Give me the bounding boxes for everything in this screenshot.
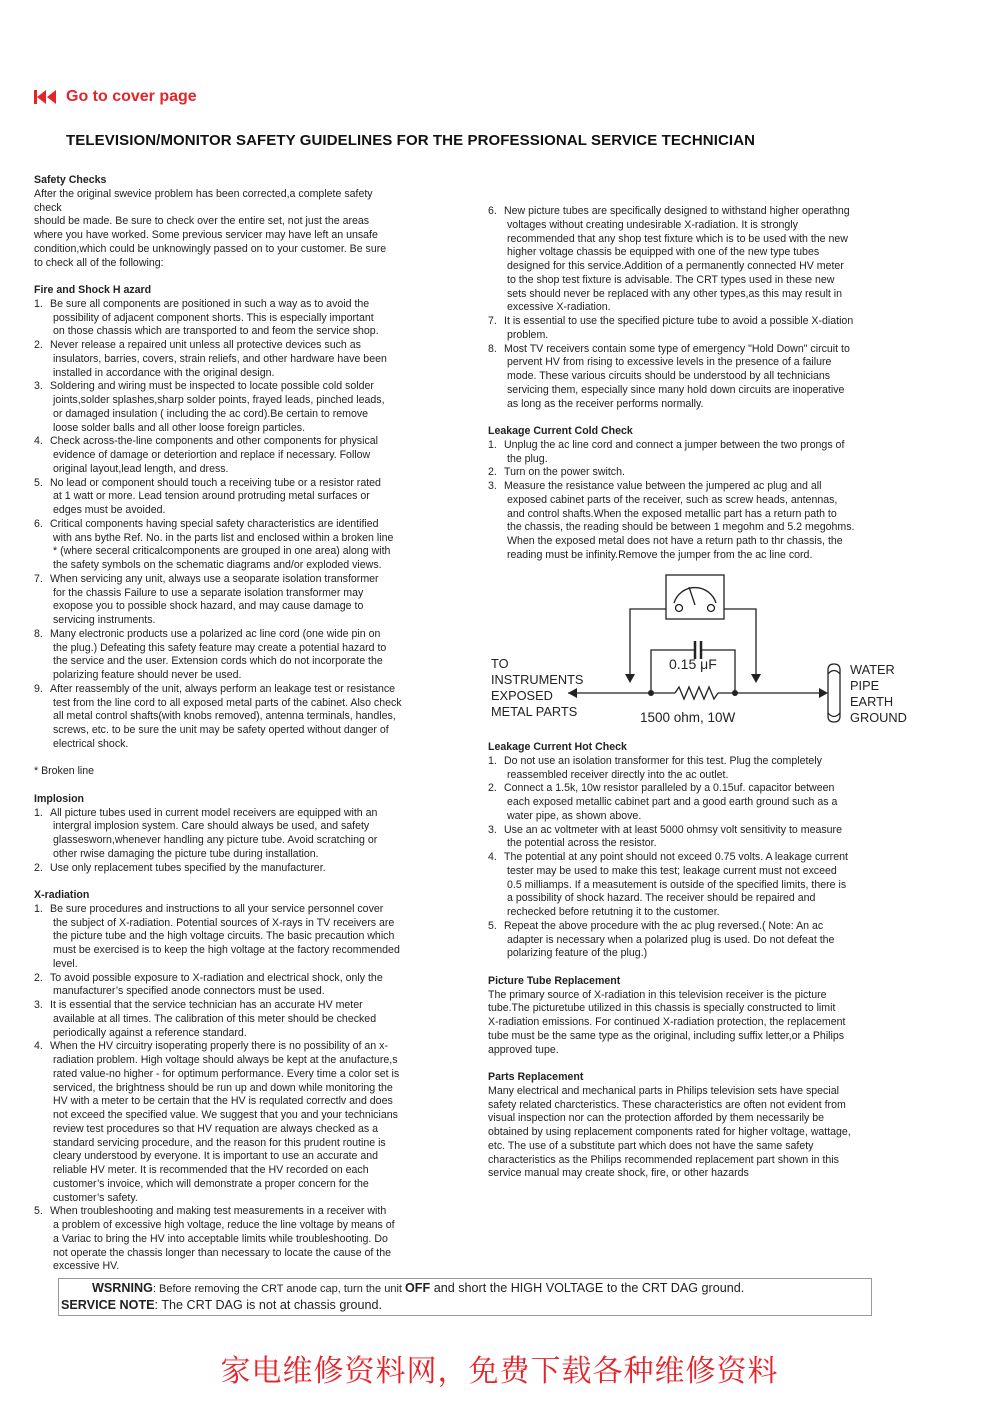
list-item-line: available at all times. The calibration of this meter should be checked: [53, 1012, 377, 1025]
fire-shock-heading: Fire and Shock H azard: [34, 284, 152, 296]
list-item-line: excessive X-radiation.: [507, 301, 611, 314]
list-item: [488, 851, 918, 920]
list-item-number: 7.: [488, 315, 497, 327]
list-item: [34, 380, 464, 435]
list-item-line: Be sure procedures and instructions to all your service personnel cover: [50, 902, 384, 915]
list-item-line: test from the line cord to all exposed metal parts of the cabinet. Also check: [53, 696, 402, 709]
list-item-line: adapter is necessary when a polarized plug is used. Do not defeat the: [507, 933, 835, 946]
text-line: tube.The picturetube utilized in this chassis is specially constructed to limit: [488, 1002, 836, 1015]
hot-check-heading: Leakage Current Hot Check: [488, 741, 627, 753]
list-item-number: 3.: [488, 823, 497, 836]
warning-box: [58, 1278, 872, 1316]
to-instruments-label: [491, 656, 583, 720]
list-item-line: reassembled receiver directly into the ac outlet.: [507, 768, 729, 781]
resistor-label: 1500 ohm, 10W: [640, 710, 736, 725]
text-line: EARTH: [850, 694, 894, 709]
list-item-line: manufacturer’s specified anode connectors must be used.: [53, 985, 325, 998]
list-item: [34, 972, 464, 1000]
list-item: [488, 439, 918, 467]
text-line: After the original swevice problem has been corrected,a complete safety: [34, 187, 373, 200]
list-item-line: exposed cabinet parts of the receiver, such as screw heads, antennas,: [507, 493, 838, 506]
list-item-line: rechecked before retutning it to the customer.: [507, 906, 720, 918]
list-item-line: edges must be avoided.: [53, 504, 166, 516]
text-line: TO: [491, 656, 509, 671]
service-note-label: SERVICE NOTE: [61, 1297, 155, 1312]
page-title: TELEVISION/MONITOR SAFETY GUIDELINES FOR THE PROFESSIONAL SERVICE TECHNICIAN: [66, 132, 756, 149]
list-item-line: a possibility of shock hazard. The receiver should be repaired and: [507, 892, 816, 905]
text-line: approved tupe.: [488, 1043, 559, 1056]
list-item-line: Never release a repaired unit unless all protective devices such as: [50, 339, 361, 351]
text-line: characteristics as the Philips recommended replacement part shown in this: [488, 1153, 839, 1166]
list-item-line: When troubleshooting and making test measurements in a receiver with: [50, 1205, 387, 1218]
water-pipe-label: [850, 662, 907, 726]
list-item-line: New picture tubes are specifically designed to withstand higher operathng: [504, 205, 850, 217]
list-item-line: original layout,lead length, and dress.: [53, 462, 229, 475]
list-item-line: Do not use an isolation transformer for this test. Plug the completely: [504, 754, 822, 767]
list-item: [34, 477, 464, 518]
parts-replacement-heading: Parts Replacement: [488, 1071, 584, 1083]
text-line: service manual may create shock, fire, or other hazards: [488, 1167, 749, 1180]
list-item-number: 9.: [34, 682, 43, 695]
list-item-line: polarizing feature of the plug.): [507, 947, 648, 960]
list-item-line: To avoid possible exposure to X-radiation and electrical shock, only the: [50, 971, 383, 984]
list-item-line: When the exposed metal does not have a return path to thr chassis, the: [507, 535, 843, 547]
list-item-number: 3.: [34, 380, 43, 393]
safety-checks-text: [34, 188, 464, 271]
list-item: [34, 862, 464, 876]
list-item-line: as long as the receiver performs normally.: [507, 397, 704, 410]
text-line: INSTRUMENTS: [491, 672, 584, 687]
service-note-line: [61, 1298, 871, 1314]
resistor-symbol: [675, 687, 718, 699]
list-item-line: the service and the user. Extension cords which do not incorporate the: [53, 655, 383, 668]
list-item-line: electrical shock.: [53, 737, 129, 750]
list-item-line: the subject of X-radiation. Potential sources of X-rays in TV receivers are: [53, 916, 395, 929]
list-item: [34, 518, 464, 573]
list-item-line: and control shafts.When the exposed metallic part has a return path to: [507, 507, 837, 520]
text-line: tube must be the same type as the original, including suffix letter,or a Philips: [488, 1029, 845, 1042]
list-item-line: reliable HV meter. It is recommended that the HV recorded on each: [53, 1164, 369, 1176]
list-item: [488, 920, 918, 961]
text-line: to check all of the following:: [34, 256, 164, 269]
arrow-left: [625, 674, 635, 683]
list-item: [488, 466, 918, 480]
list-item-line: The potential at any point should not exceed 0.75 volts. A leakage current: [504, 851, 848, 863]
list-item-line: sets should never be replaced with any other types,as this may result in: [507, 287, 843, 300]
list-item-line: or damaged insulation ( including the ac cord).Be certain to remove: [53, 407, 369, 420]
parts-replacement-text: [488, 1085, 918, 1181]
list-item-number: 1.: [34, 806, 43, 819]
right-column-top: [488, 205, 918, 563]
text-line: condition,which could be unknowingly passed on to your customer. Be sure: [34, 242, 387, 255]
list-item: [488, 824, 918, 852]
list-item-number: 2.: [34, 339, 43, 351]
text-line: visual inspection nor can the protection afforded by them necessarily be: [488, 1112, 825, 1125]
picture-tube-heading: Picture Tube Replacement: [488, 974, 621, 987]
list-item-line: installed in accordance with the original design.: [53, 366, 275, 379]
list-item-line: After reassembly of the unit, always perform an leakage test or resistance: [50, 682, 396, 695]
arrow-ground: [819, 688, 828, 698]
warning-label: WSRNING: [92, 1281, 153, 1295]
text-line: The primary source of X-radiation in this television receiver is the picture: [488, 988, 827, 1001]
xradiation-list: [34, 903, 464, 1274]
warning-text: : Before removing the CRT anode cap, turn the unit: [152, 1283, 406, 1295]
list-item: [34, 1040, 464, 1205]
fire-shock-list: [34, 298, 464, 752]
list-item-line: It is essential to use the specified picture tube to avoid a possible X-diation: [504, 315, 854, 327]
list-item-line: cleary understood by everyone. It is important to use an accurate and: [53, 1150, 379, 1163]
list-item-number: 4.: [34, 435, 43, 448]
list-item-number: 8.: [34, 627, 43, 640]
list-item-number: 5.: [34, 1205, 43, 1218]
text-line: where you have worked. Some previous servicer may have left an unsafe: [34, 229, 378, 241]
list-item-line: * (where seceral criticalcomponents are grouped in one area) along with: [53, 545, 391, 558]
list-item-number: 2.: [488, 466, 497, 479]
implosion-list: [34, 807, 464, 876]
list-item: [34, 999, 464, 1040]
list-item-line: Most TV receivers contain some type of emergency "Hold Down" circuit to: [504, 342, 850, 355]
list-item: [34, 298, 464, 339]
list-item-line: at 1 watt or more. Lead tension around protruding metal surfaces or: [53, 490, 370, 503]
list-item: [34, 573, 464, 628]
safety-checks-heading: Safety Checks: [34, 174, 107, 186]
junction-dot-right: [732, 690, 738, 696]
list-item-line: a problem of excessive high voltage, reduce the line voltage by means of: [53, 1219, 395, 1231]
list-item-line: tester may be used to make this test; leakage current must not exceed: [507, 864, 837, 877]
text-line: etc. The use of a substitute part which does not have the same safety: [488, 1139, 814, 1152]
list-item-line: serviced, the brightness should be run up and down while monitoring the: [53, 1081, 393, 1094]
list-item-line: When servicing any unit, always use a seoparate isolation transformer: [50, 572, 379, 585]
list-item-line: a Variac to bring the HV into acceptable limits while troubleshooting. Do: [53, 1232, 388, 1245]
warning-text-end: and short the HIGH VOLTAGE to the CRT DAG ground.: [430, 1281, 745, 1295]
cold-check-list: [488, 439, 918, 563]
list-item-number: 1.: [488, 754, 497, 767]
warning-off: OFF: [405, 1281, 431, 1295]
list-item-line: the picture tube and the high voltage circuits. The basic precaution which: [53, 930, 395, 943]
list-item-line: for the chassis Failure to use a separate isolation transformer may: [53, 586, 364, 599]
list-item-number: 3.: [488, 480, 497, 492]
leakage-test-diagram: [488, 570, 918, 735]
list-item-line: with ans bythe Ref. No. in the parts list and enclosed within a broken line: [53, 531, 394, 544]
list-item: [488, 315, 918, 343]
list-item: [488, 755, 918, 783]
list-item-line: joints,solder splashes,sharp solder points, frayed leads, pinched leads,: [53, 394, 385, 406]
list-item-number: 1.: [488, 438, 497, 451]
list-item-line: insulators, barries, covers, strain reliefs, and other hardware have been: [53, 352, 387, 365]
list-item-line: Repeat the above procedure with the ac plug reversed.( Note: An ac: [504, 919, 824, 932]
list-item-number: 4.: [34, 1040, 43, 1053]
list-item: [488, 480, 918, 563]
text-line: should be made. Be sure to check over the entire set, not just the areas: [34, 215, 370, 228]
list-item-line: pervent HV from rising to excessive levels in the presence of a failure: [507, 356, 832, 369]
voltmeter-symbol: [666, 575, 724, 619]
text-line: obtained by using replacement components rated for higher voltage, wattage,: [488, 1126, 851, 1138]
list-item-line: water pipe, as shown above.: [507, 809, 642, 822]
xradiation-continued-list: [488, 205, 918, 411]
list-item-line: must be exercised is to keep the high voltage at the factory recommended: [53, 944, 400, 956]
list-item-line: Critical components having special safety characteristics are identified: [50, 517, 379, 530]
list-item-line: All picture tubes used in current model receivers are equipped with an: [50, 806, 378, 819]
list-item-line: level.: [53, 957, 78, 970]
list-item-line: No lead or component should touch a receiving tube or a resistor rated: [50, 476, 381, 489]
list-item-number: 3.: [34, 999, 43, 1011]
go-to-cover-link[interactable]: [34, 88, 197, 106]
list-item-line: intergral implosion system. Care should always be used, and safety: [53, 820, 370, 833]
list-item-line: not exceed the specified value. We suggest that you and your technicians: [53, 1109, 398, 1121]
list-item-line: servicing them, especially since many hold down circuits are inoperative: [507, 383, 845, 396]
list-item-number: 6.: [34, 517, 43, 530]
list-item-line: designed for this service.Addition of a permanently connected HV meter: [507, 260, 844, 272]
list-item-number: 1.: [34, 902, 43, 915]
list-item-line: Measure the resistance value between the jumpered ac plug and all: [504, 480, 822, 492]
list-item-line: polarizing feature should never be used.: [53, 669, 242, 681]
capacitor-label: 0.15 μF: [669, 656, 717, 672]
list-item-line: periodically against a reference standard.: [53, 1026, 247, 1039]
text-line: Many electrical and mechanical parts in Philips television sets have special: [488, 1084, 839, 1097]
picture-tube-text: [488, 989, 918, 1058]
text-line: safety related charcteristics. These characteristics are often not evident from: [488, 1098, 846, 1111]
list-item-line: Use an ac voltmeter with at least 5000 ohmsy volt sensitivity to measure: [504, 823, 842, 836]
service-note-text: : The CRT DAG is not at chassis ground.: [154, 1297, 383, 1312]
text-line: PIPE: [850, 678, 880, 693]
list-item: [488, 205, 918, 315]
list-item-line: the chassis, the reading should be between 1 megohm and 5.2 megohms.: [507, 521, 855, 534]
list-item-number: 8.: [488, 342, 497, 355]
list-item-line: loose solder balls and all other loose foreign particles.: [53, 421, 306, 434]
list-item-line: Unplug the ac line cord and connect a jumper between the two prongs of: [504, 438, 845, 451]
list-item-number: 4.: [488, 851, 497, 863]
footer-watermark-text: 家电维修资料网，免费下载各种维修资料: [220, 1354, 779, 1389]
rewind-icon: [34, 89, 58, 105]
list-item-line: customer’s safety.: [53, 1191, 138, 1204]
list-item-line: on those chassis which are transported to and feom the service shop.: [53, 325, 379, 338]
list-item: [34, 683, 464, 752]
list-item-line: each exposed metallic cabinet part and a good earth ground such as a: [507, 796, 838, 808]
list-item-line: rated value-no higher - for optimum performance. Every time a color set is: [53, 1067, 400, 1080]
list-item-line: Connect a 1.5k, 10w resistor paralleled by a 0.15uf. capacitor between: [504, 782, 835, 795]
list-item-line: higher voltage chassis be equipped with one of the new type tubes: [507, 246, 820, 259]
list-item-line: voltages without creating undesirable X-radiation. It is strongly: [507, 218, 798, 231]
list-item: [488, 782, 918, 823]
text-line: EXPOSED: [491, 688, 553, 703]
list-item-number: 2.: [488, 782, 497, 795]
list-item-line: reading must be infinity.Remove the jumper from the ac line cord.: [507, 548, 813, 561]
warning-line: [61, 1281, 871, 1298]
list-item-number: 2.: [34, 971, 43, 984]
list-item-line: It is essential that the service technician has an accurate HV meter: [50, 999, 363, 1011]
hot-check-list: [488, 755, 918, 961]
xradiation-heading: X-radiation: [34, 889, 90, 901]
list-item-line: the potential across the resistor.: [507, 837, 657, 850]
list-item-line: not operate the chassis longer than necessary to locate the cause of the: [53, 1246, 392, 1259]
implosion-heading: Implosion: [34, 792, 85, 805]
list-item-line: recommended that any shop test fixture which is to be used with the new: [507, 232, 848, 245]
list-item: [34, 1205, 464, 1274]
list-item-line: screws, etc. to be sure the unit may be safety operted without danger of: [53, 724, 389, 736]
cold-check-heading: Leakage Current Cold Check: [488, 425, 633, 437]
list-item-line: excessive HV.: [53, 1260, 120, 1273]
list-item-line: standard servicing procedure, and the reason for this prudent routine is: [53, 1136, 386, 1149]
list-item-line: When the HV circuitry isoperating properly there is no possibility of an x-: [50, 1040, 388, 1053]
list-item: [34, 807, 464, 862]
arrow-right: [751, 674, 761, 683]
list-item-line: Turn on the power switch.: [504, 466, 625, 479]
list-item-line: Many electronic products use a polarized ac line cord (one wide pin on: [50, 627, 381, 640]
text-line: METAL PARTS: [491, 704, 578, 719]
list-item: [34, 339, 464, 380]
junction-dot-left: [648, 690, 654, 696]
list-item-line: review test procedures so that HV requation are always checked as a: [53, 1122, 379, 1135]
list-item-line: the safety symbols on the schematic diagrams and/or exploded views.: [53, 559, 382, 571]
list-item-line: the plug.: [507, 452, 548, 465]
broken-line-note: * Broken line: [34, 765, 95, 778]
list-item: [34, 903, 464, 972]
list-item-line: 0.5 milliamps. If a measutement is outside of the specified limits, there is: [507, 878, 847, 891]
text-line: X-radiation emissions. For continued X-radiation protection, the replacement: [488, 1016, 846, 1028]
list-item-line: all metal control shafts(with knobs removed), antenna terminals, handles,: [53, 710, 396, 723]
text-line: check: [34, 201, 62, 214]
list-item-line: the plug.) Defeating this safety feature may create a potential hazard to: [53, 641, 387, 654]
list-item-line: radiation problem. High voltage should always be kept at the anufacture,s: [53, 1054, 398, 1066]
list-item-line: Use only replacement tubes specified by the manufacturer.: [50, 861, 326, 874]
list-item-line: mode. These various circuits should be understood by all technicians: [507, 370, 831, 382]
list-item-number: 2.: [34, 861, 43, 874]
list-item-line: glassesworn,whenever handling any picture tube. Avoid scratching or: [53, 834, 378, 846]
list-item-line: possibility of adjacent component shorts. This is especially important: [53, 311, 374, 324]
list-item-line: Soldering and wiring must be inspected to locate possible cold solder: [50, 380, 374, 393]
list-item-number: 6.: [488, 205, 497, 217]
list-item: [488, 343, 918, 412]
list-item-line: customer’s invoice, which will demonstrate a proper concern for the: [53, 1177, 369, 1190]
left-column: [34, 174, 464, 1274]
list-item-line: Check across-the-line components and other components for physical: [50, 435, 378, 448]
list-item: [34, 435, 464, 476]
right-column-bottom: [488, 741, 918, 1181]
text-line: GROUND: [850, 710, 907, 725]
list-item-line: exopose you to possible shock hazard, and may cause damage to: [53, 600, 364, 613]
text-line: WATER: [850, 662, 895, 677]
list-item-line: other rwise damaging the picture tube during installation.: [53, 847, 319, 860]
list-item-line: to the shop test fixture is advisable. The CRT types used in these new: [507, 273, 835, 286]
list-item-line: servicing instruments.: [53, 614, 156, 626]
list-item-line: problem.: [507, 328, 549, 341]
go-to-cover-label: Go to cover page: [66, 88, 197, 105]
list-item-number: 7.: [34, 572, 43, 585]
list-item-line: Be sure all components are positioned in such a way as to avoid the: [50, 297, 370, 310]
list-item-number: 5.: [34, 476, 43, 489]
list-item: [34, 628, 464, 683]
list-item-line: HV with a meter to be certain that the HV is requlated correctlv and does: [53, 1095, 393, 1108]
list-item-number: 1.: [34, 297, 43, 310]
list-item-line: evidence of damage or deteriortion and replace if necessary. Follow: [53, 449, 371, 461]
list-item-number: 5.: [488, 919, 497, 932]
